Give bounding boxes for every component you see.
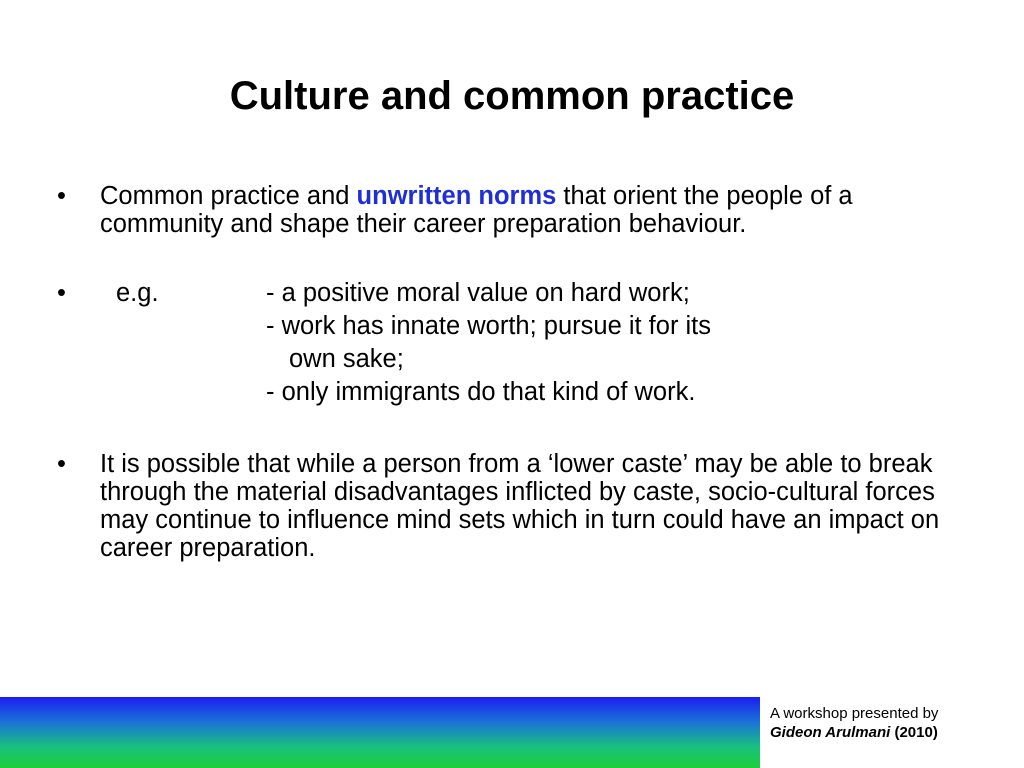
bullet-icon: • bbox=[57, 182, 66, 210]
highlighted-term: unwritten norms bbox=[356, 182, 557, 210]
bullet-icon: • bbox=[57, 450, 66, 478]
example-line-2: - work has innate worth; pursue it for its bbox=[266, 312, 712, 340]
example-line-3: own sake; bbox=[289, 345, 404, 373]
bullet-icon: • bbox=[57, 279, 66, 307]
credit-author: Gideon Arulmani bbox=[770, 724, 891, 741]
text-after: that orient the people of a community and shape their career preparation behaviour. bbox=[100, 182, 853, 238]
bullet-caste bbox=[57, 450, 977, 570]
credit-author-line bbox=[770, 723, 1020, 742]
footer-credit bbox=[770, 704, 1020, 742]
bullet-common-practice bbox=[57, 182, 977, 242]
credit-line: A workshop presented by bbox=[770, 705, 939, 722]
text-before: Common practice and bbox=[100, 182, 357, 210]
credit-year: (2010) bbox=[894, 724, 938, 741]
example-line-1: - a positive moral value on hard work; bbox=[266, 279, 690, 307]
bullet-text bbox=[100, 182, 980, 238]
example-label: e.g. bbox=[116, 279, 159, 307]
footer-gradient-band bbox=[0, 697, 760, 768]
example-line-4: - only immigrants do that kind of work. bbox=[266, 378, 696, 406]
bullet-examples bbox=[57, 279, 977, 409]
bullet-text: It is possible that while a person from a ‘lower caste’ may be able to break through the material disadvantages inflicted by caste, socio-cultural forces may continue to influence mind sets which in turn could have an impact on career preparation. bbox=[100, 450, 940, 562]
slide-title: Culture and common practice bbox=[229, 74, 795, 118]
